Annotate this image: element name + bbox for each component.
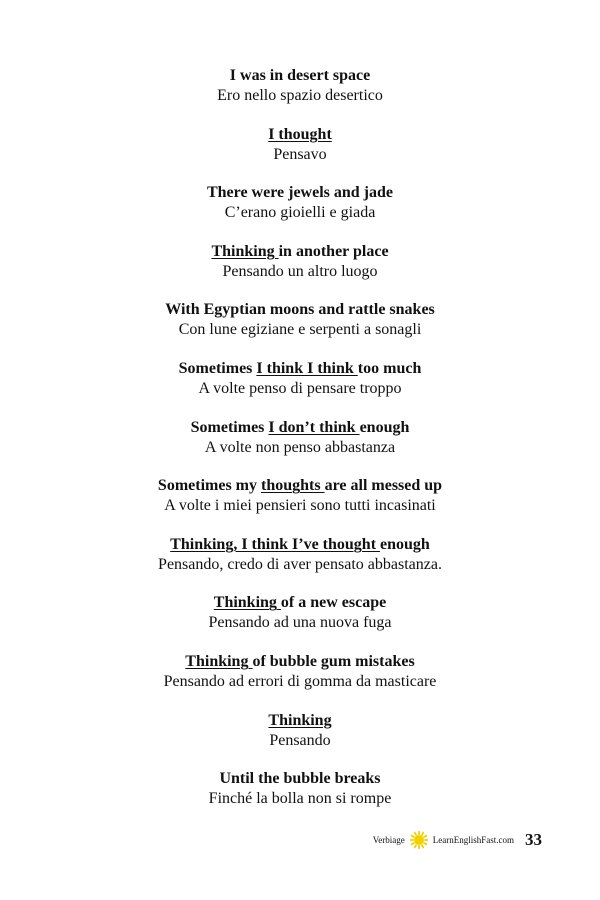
english-line	[0, 300, 600, 320]
underlined-phrase: thoughts	[261, 477, 325, 495]
stanza	[0, 359, 600, 418]
italian-line: Pensando ad errori di gomma da masticare	[163, 672, 437, 690]
italian-line: Pensando un altro luogo	[222, 262, 378, 280]
english-line	[0, 535, 600, 555]
phrase: are all messed up	[324, 477, 443, 495]
stanza	[0, 476, 600, 535]
underlined-phrase: Thinking, I think I’ve thought	[170, 535, 381, 553]
phrase: Sometimes	[190, 418, 269, 436]
italian-line: Pensando	[269, 731, 331, 749]
footer-verbiage: Verbiage	[372, 835, 405, 845]
stanza	[0, 769, 600, 828]
phrase: of bubble gum mistakes	[252, 652, 415, 670]
stanza	[0, 593, 600, 652]
italian-line: Pensando ad una nuova fuga	[208, 614, 392, 632]
phrase: enough	[359, 418, 410, 436]
underlined-phrase: Thinking	[185, 652, 253, 670]
italian-line: Pensando, credo di aver pensato abbastanza.	[158, 555, 442, 573]
phrase: too much	[357, 359, 422, 377]
underlined-phrase: I don’t think	[268, 418, 360, 436]
italian-line: Ero nello spazio desertico	[217, 87, 383, 104]
phrase: There were jewels and jade	[206, 184, 394, 202]
italian-line: A volte i miei pensieri sono tutti incasinati	[164, 497, 436, 515]
stanza	[0, 711, 600, 770]
underlined-phrase: I thought	[268, 125, 332, 143]
stanza	[0, 242, 600, 301]
italian-line: C’erano gioielli e giada	[224, 204, 376, 222]
underlined-phrase: Thinking	[268, 711, 332, 729]
sun-logo-icon	[410, 831, 428, 849]
phrase: of a new escape	[280, 594, 387, 612]
stanza	[0, 125, 600, 184]
phrase: Sometimes	[178, 359, 257, 377]
phrase: Until the bubble breaks	[219, 770, 381, 788]
italian-line: Con lune egiziane e serpenti a sonagli	[178, 321, 422, 339]
underlined-phrase: Thinking	[211, 242, 279, 260]
phrase: enough	[380, 535, 430, 553]
phrase: Sometimes my	[157, 477, 262, 495]
stanza	[0, 652, 600, 711]
underlined-phrase: I think I think	[256, 359, 358, 377]
english-line	[0, 418, 600, 438]
footer-site: LearnEnglishFast.com	[432, 835, 514, 845]
english-line	[0, 652, 600, 672]
italian-line: Pensavo	[273, 145, 327, 163]
stanza	[0, 535, 600, 594]
english-line	[0, 242, 600, 262]
poem	[0, 66, 600, 828]
phrase: I was in desert space	[229, 67, 371, 84]
english-line	[0, 359, 600, 379]
italian-line: A volte penso di pensare troppo	[198, 379, 402, 397]
stanza	[0, 183, 600, 242]
page-number: 33	[525, 830, 542, 849]
english-line	[0, 66, 600, 86]
stanza	[0, 418, 600, 477]
stanza	[0, 66, 600, 125]
stanza	[0, 300, 600, 359]
underlined-phrase: Thinking	[213, 594, 281, 612]
english-line	[0, 593, 600, 613]
english-line	[0, 183, 600, 203]
phrase: in another place	[278, 242, 389, 260]
english-line	[0, 476, 600, 496]
italian-line: A volte non penso abbastanza	[204, 438, 396, 456]
english-line	[0, 711, 600, 731]
phrase: With Egyptian moons and rattle snakes	[165, 301, 435, 319]
italian-line: Finché la bolla non si rompe	[208, 790, 392, 808]
english-line	[0, 769, 600, 789]
english-line	[0, 125, 600, 145]
page-footer	[373, 830, 542, 850]
